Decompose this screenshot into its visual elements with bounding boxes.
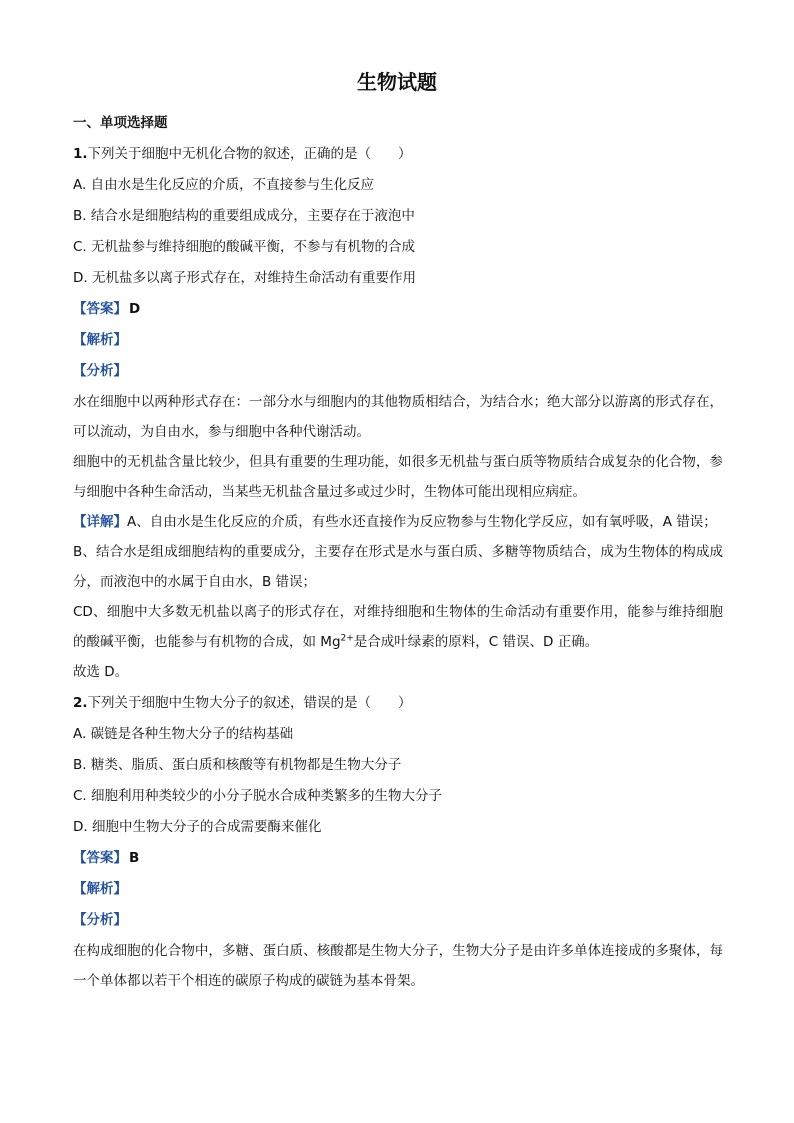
- detail-b-text: B、结合水是组成细胞结构的重要成分，主要存在形式是水与蛋白质、多糖等物质结合，成为生物体的构成成分，而液泡中的水属于自由水，B 错误；: [73, 544, 723, 590]
- option-b: B. 糖类、脂质、蛋白质和核酸等有机物都是生物大分子: [73, 757, 402, 773]
- detail-paragraph: [73, 507, 723, 537]
- option-a: A. 碳链是各种生物大分子的结构基础: [73, 726, 294, 742]
- question-2-stem: [73, 688, 723, 719]
- detail-label: 【详解】: [73, 514, 127, 530]
- answer-label: 【答案】: [73, 850, 127, 866]
- answer-value: D: [129, 301, 141, 317]
- section-heading: 一、单项选择题: [73, 115, 168, 131]
- option-c: C. 细胞利用种类较少的小分子脱水合成种类繁多的生物大分子: [73, 788, 443, 804]
- answer-row: [73, 294, 723, 325]
- detail-a-text: A、自由水是生化反应的介质，有些水还直接作为反应物参与生物化学反应，如有氧呼吸，A 错误；: [127, 514, 717, 530]
- option-d: D. 无机盐多以离子形式存在，对维持生命活动有重要作用: [73, 270, 416, 286]
- question-text: 下列关于细胞中无机化合物的叙述，正确的是（ ）: [87, 146, 412, 162]
- fenxi-label: 【分析】: [73, 363, 127, 379]
- conclusion-text: 故选 D。: [73, 664, 129, 680]
- question-number: 2.: [73, 695, 88, 711]
- detail-cd-part1: CD、细胞中大多数无机盐以离子的形式存在，对维持细胞和生物体的生命活动有重要作用，能参与维持细胞的酸碱平衡，也能参与有机物的合成，如 Mg: [73, 604, 723, 650]
- analysis-paragraph: 细胞中的无机盐含量比较少，但具有重要的生理功能，如很多无机盐与蛋白质等物质结合成复杂的化合物，参与细胞中各种生命活动，当某些无机盐含量过多或过少时，生物体可能出现相应病症。: [73, 454, 723, 500]
- option-a: A. 自由水是生化反应的介质，不直接参与生化反应: [73, 177, 375, 193]
- jiexi-label: 【解析】: [73, 332, 127, 348]
- option-b: B. 结合水是细胞结构的重要组成成分，主要存在于液泡中: [73, 208, 415, 224]
- page-title: 生物试题: [357, 70, 437, 94]
- content-body: [73, 108, 723, 996]
- answer-label: 【答案】: [73, 301, 127, 317]
- superscript-charge: 2+: [340, 633, 354, 644]
- analysis-paragraph: 在构成细胞的化合物中，多糖、蛋白质、核酸都是生物大分子，生物大分子是由许多单体连接成的多聚体，每一个单体都以若干个相连的碳原子构成的碳链为基本骨架。: [73, 943, 723, 989]
- detail-cd-text: [73, 597, 723, 657]
- analysis-paragraph: 水在细胞中以两种形式存在：一部分水与细胞内的其他物质相结合，为结合水；绝大部分以游离的形式存在，可以流动，为自由水，参与细胞中各种代谢活动。: [73, 394, 723, 440]
- question-number: 1.: [73, 146, 88, 162]
- answer-row: [73, 843, 723, 874]
- option-d: D. 细胞中生物大分子的合成需要酶来催化: [73, 819, 322, 835]
- detail-cd-part2: 是合成叶绿素的原料，C 错误、D 正确。: [353, 634, 599, 650]
- option-c: C. 无机盐参与维持细胞的酸碱平衡，不参与有机物的合成: [73, 239, 416, 255]
- jiexi-label: 【解析】: [73, 881, 127, 897]
- question-1-stem: [73, 139, 723, 170]
- question-text: 下列关于细胞中生物大分子的叙述，错误的是（ ）: [87, 695, 412, 711]
- answer-value: B: [129, 850, 140, 866]
- fenxi-label: 【分析】: [73, 912, 127, 928]
